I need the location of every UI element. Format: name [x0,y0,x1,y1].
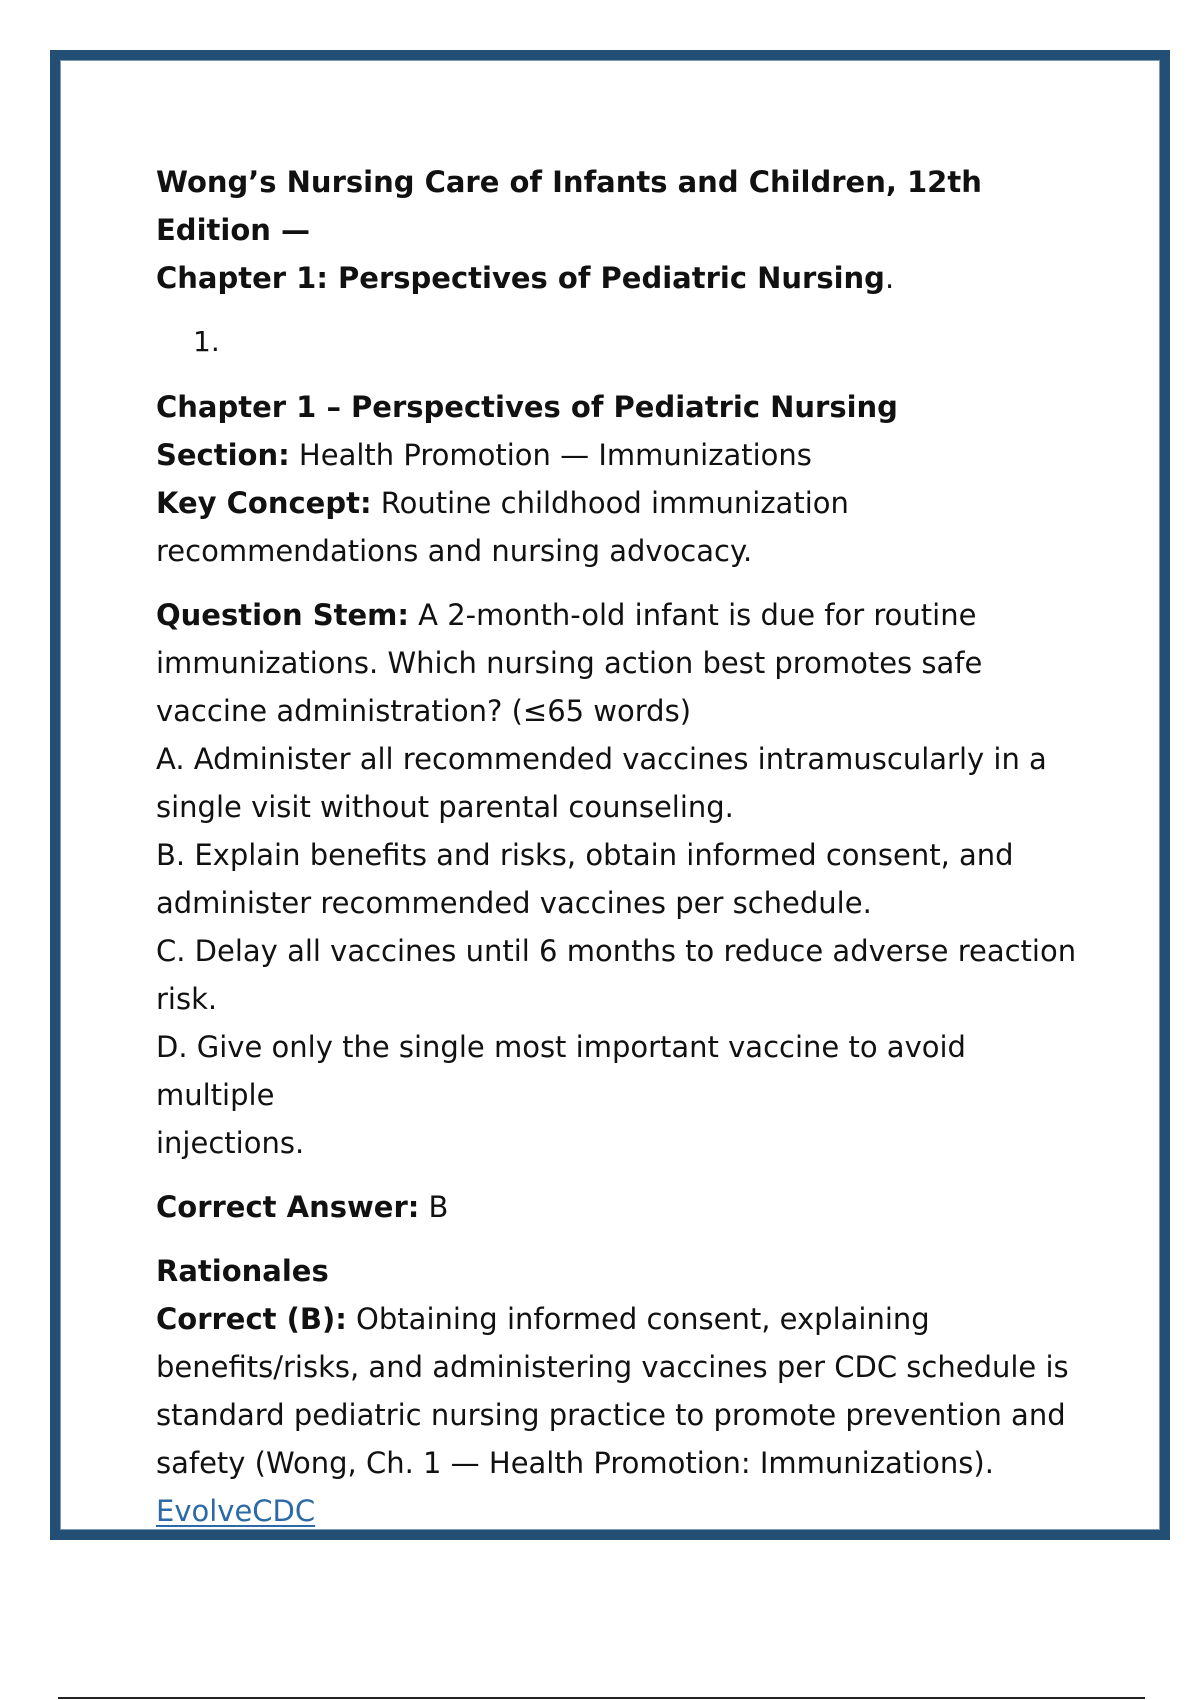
document-content [156,158,1091,1535]
rationale-line-2: benefits/risks, and administering vaccines per CDC schedule is [156,1350,1069,1384]
option-a [156,735,1091,831]
rationale-correct [156,1295,1091,1535]
title-period: . [884,261,895,295]
stem-line-1: A 2-month-old infant is due for routine [408,598,977,632]
correct-answer-line [156,1183,1091,1231]
option-b-line-1: B. Explain benefits and risks, obtain informed consent, and [156,838,1014,872]
document-title [156,158,1091,302]
key-concept-value-1: Routine childhood immunization [371,486,849,520]
key-concept-line [156,479,1091,575]
option-d-line-2: injections. [156,1126,305,1160]
stem-line-2: immunizations. Which nursing action best promotes safe [156,646,983,680]
key-concept-label: Key Concept: [156,486,372,520]
option-c-line-2: risk. [156,982,218,1016]
option-d [156,1023,1091,1167]
document-frame [50,50,1170,1540]
rationale-line-3: standard pediatric nursing practice to promote prevention and [156,1398,1066,1432]
title-line-1: Wong’s Nursing Care of Infants and Children, 12th Edition — [156,165,982,247]
section-label: Section: [156,438,290,472]
question-metadata [156,383,1091,575]
question-number: 1. [193,325,220,358]
key-concept-value-2: recommendations and nursing advocacy. [156,534,753,568]
correct-answer-label: Correct Answer: [156,1190,420,1224]
section-line [156,431,1091,479]
option-d-line-1: D. Give only the single most important vaccine to avoid multiple [156,1030,966,1112]
section-value: Health Promotion — Immunizations [289,438,812,472]
chapter-heading: Chapter 1 – Perspectives of Pediatric Nursing [156,390,898,424]
footer-divider [58,1697,1145,1699]
rationales-block [156,1247,1091,1535]
evolve-cdc-link[interactable]: EvolveCDC [156,1494,316,1528]
rationales-heading: Rationales [156,1254,329,1288]
rationale-line-1: Obtaining informed consent, explaining [346,1302,930,1336]
correct-answer-value: B [419,1190,449,1224]
title-line-2: Chapter 1: Perspectives of Pediatric Nursing [156,261,885,295]
option-b [156,831,1091,927]
option-c [156,927,1091,1023]
stem-line-3: vaccine administration? (≤65 words) [156,694,692,728]
question-stem-block [156,591,1091,1167]
rationale-correct-label: Correct (B): [156,1302,347,1336]
stem-label: Question Stem: [156,598,409,632]
option-a-line-2: single visit without parental counseling. [156,790,734,824]
option-b-line-2: administer recommended vaccines per schedule. [156,886,872,920]
rationale-line-4: safety (Wong, Ch. 1 — Health Promotion: Immunizations). [156,1446,994,1480]
option-a-line-1: A. Administer all recommended vaccines intramuscularly in a [156,742,1047,776]
option-c-line-1: C. Delay all vaccines until 6 months to reduce adverse reaction [156,934,1077,968]
question-stem [156,591,1091,735]
